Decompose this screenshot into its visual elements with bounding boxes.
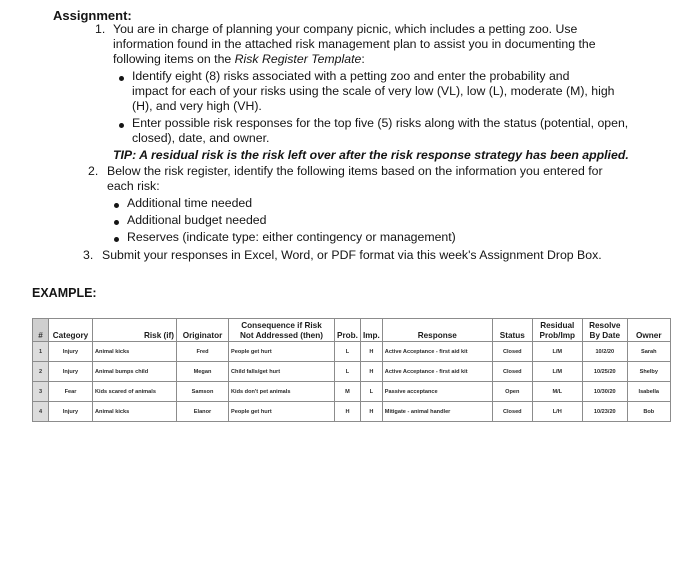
cell-response: Passive acceptance: [382, 382, 492, 402]
cell-prob: H: [335, 402, 361, 422]
header-risk: Risk (if): [93, 319, 177, 342]
table-header-row: [33, 319, 671, 342]
cell-consequence: Child falls/get hurt: [229, 362, 335, 382]
example-label: EXAMPLE:: [32, 286, 97, 300]
table-row: [33, 382, 671, 402]
cell-consequence: Kids don't pet animals: [229, 382, 335, 402]
cell-imp: H: [360, 362, 382, 382]
item-2-number: 2.: [88, 164, 99, 178]
cell-imp: L: [360, 382, 382, 402]
item-2-bullet-1: Additional time needed: [127, 196, 253, 210]
bullet-dot-1: [119, 76, 124, 81]
cell-response: Active Acceptance - first aid kit: [382, 342, 492, 362]
cell-residual: L/H: [532, 402, 582, 422]
cell-originator: Samson: [177, 382, 229, 402]
item-1-line-3-suffix: :: [361, 52, 365, 66]
cell-status: Open: [492, 382, 532, 402]
table-row: [33, 402, 671, 422]
cell-consequence: People get hurt: [229, 402, 335, 422]
cell-owner: Isabella: [627, 382, 670, 402]
header-index: #: [33, 319, 49, 342]
header-originator: Originator: [177, 319, 229, 342]
bullet-dot-4: [114, 220, 119, 225]
cell-risk: Animal kicks: [93, 402, 177, 422]
cell-status: Closed: [492, 402, 532, 422]
cell-date: 10/23/20: [582, 402, 627, 422]
header-prob: Prob.: [335, 319, 361, 342]
header-imp: Imp.: [360, 319, 382, 342]
cell-owner: Bob: [627, 402, 670, 422]
item-2-bullet-3: Reserves (indicate type: either contingency or management): [127, 230, 456, 244]
cell-prob: L: [335, 362, 361, 382]
cell-response: Active Acceptance - first aid kit: [382, 362, 492, 382]
header-consequence-line-2: Not Addressed (then): [240, 331, 323, 340]
header-status: Status: [492, 319, 532, 342]
cell-originator: Fred: [177, 342, 229, 362]
item-3-number: 3.: [83, 248, 94, 262]
cell-risk: Animal kicks: [93, 342, 177, 362]
header-consequence-line-1: Consequence if Risk: [241, 321, 322, 330]
cell-originator: Elanor: [177, 402, 229, 422]
header-resolve-line-2: By Date: [589, 331, 621, 340]
item-1-line-2: information found in the attached risk management plan to assist you in documenting the: [113, 37, 596, 51]
cell-owner: Shelby: [627, 362, 670, 382]
cell-risk: Kids scared of animals: [93, 382, 177, 402]
cell-date: 10/25/20: [582, 362, 627, 382]
cell-originator: Megan: [177, 362, 229, 382]
cell-idx: 4: [33, 402, 49, 422]
cell-date: 10/2/20: [582, 342, 627, 362]
cell-imp: H: [360, 342, 382, 362]
cell-status: Closed: [492, 342, 532, 362]
item-2-bullet-2: Additional budget needed: [127, 213, 267, 227]
assignment-heading: Assignment:: [53, 8, 132, 23]
cell-date: 10/30/20: [582, 382, 627, 402]
bullet-dot-5: [114, 237, 119, 242]
cell-idx: 2: [33, 362, 49, 382]
item-1-line-3: [113, 52, 365, 67]
cell-idx: 1: [33, 342, 49, 362]
header-residual-line-2: Prob/Imp: [539, 331, 576, 340]
cell-category: Injury: [49, 342, 93, 362]
item-1-line-1: You are in charge of planning your company picnic, which includes a petting zoo. Use: [113, 22, 578, 36]
cell-idx: 3: [33, 382, 49, 402]
item-2-line-1: Below the risk register, identify the following items based on the information you entered for: [107, 164, 603, 178]
item-1-bullet-2-line-1: Enter possible risk responses for the top five (5) risks along with the status (potential, open,: [132, 116, 629, 130]
cell-owner: Sarah: [627, 342, 670, 362]
item-1-bullet-1-line-1: Identify eight (8) risks associated with a petting zoo and enter the probability and: [132, 69, 570, 83]
item-1-bullet-1-line-3: (H), and very high (VH).: [132, 99, 262, 113]
cell-category: Injury: [49, 402, 93, 422]
item-1-bullet-2-line-2: closed), date, and owner.: [132, 131, 270, 145]
header-owner: Owner: [627, 319, 670, 342]
cell-consequence: People get hurt: [229, 342, 335, 362]
item-2-line-2: each risk:: [107, 179, 160, 193]
cell-response: Mitigate - animal handler: [382, 402, 492, 422]
header-residual: [532, 319, 582, 342]
bullet-dot-3: [114, 203, 119, 208]
cell-residual: L/M: [532, 342, 582, 362]
cell-residual: M/L: [532, 382, 582, 402]
cell-category: Fear: [49, 382, 93, 402]
bullet-dot-2: [119, 123, 124, 128]
header-resolve-line-1: Resolve: [589, 321, 621, 330]
header-response: Response: [382, 319, 492, 342]
cell-category: Injury: [49, 362, 93, 382]
header-consequence: [229, 319, 335, 342]
header-category: Category: [49, 319, 93, 342]
table-row: [33, 362, 671, 382]
tip-text: TIP: A residual risk is the risk left over after the risk response strategy has been applied.: [113, 148, 629, 162]
cell-prob: L: [335, 342, 361, 362]
item-1-number: 1.: [95, 22, 106, 36]
item-1-line-3-text: following items on the: [113, 52, 235, 66]
risk-register-template-name: Risk Register Template: [234, 52, 362, 66]
table-row: [33, 342, 671, 362]
cell-residual: L/M: [532, 362, 582, 382]
item-3-line-1: Submit your responses in Excel, Word, or PDF format via this week's Assignment Drop Box.: [102, 248, 602, 262]
risk-register-table: [32, 318, 671, 422]
cell-prob: M: [335, 382, 361, 402]
cell-status: Closed: [492, 362, 532, 382]
item-1-bullet-1-line-2: impact for each of your risks using the scale of very low (VL), low (L), moderate (M), high: [132, 84, 615, 98]
cell-risk: Animal bumps child: [93, 362, 177, 382]
header-residual-line-1: Residual: [540, 321, 575, 330]
header-resolve-date: [582, 319, 627, 342]
cell-imp: H: [360, 402, 382, 422]
